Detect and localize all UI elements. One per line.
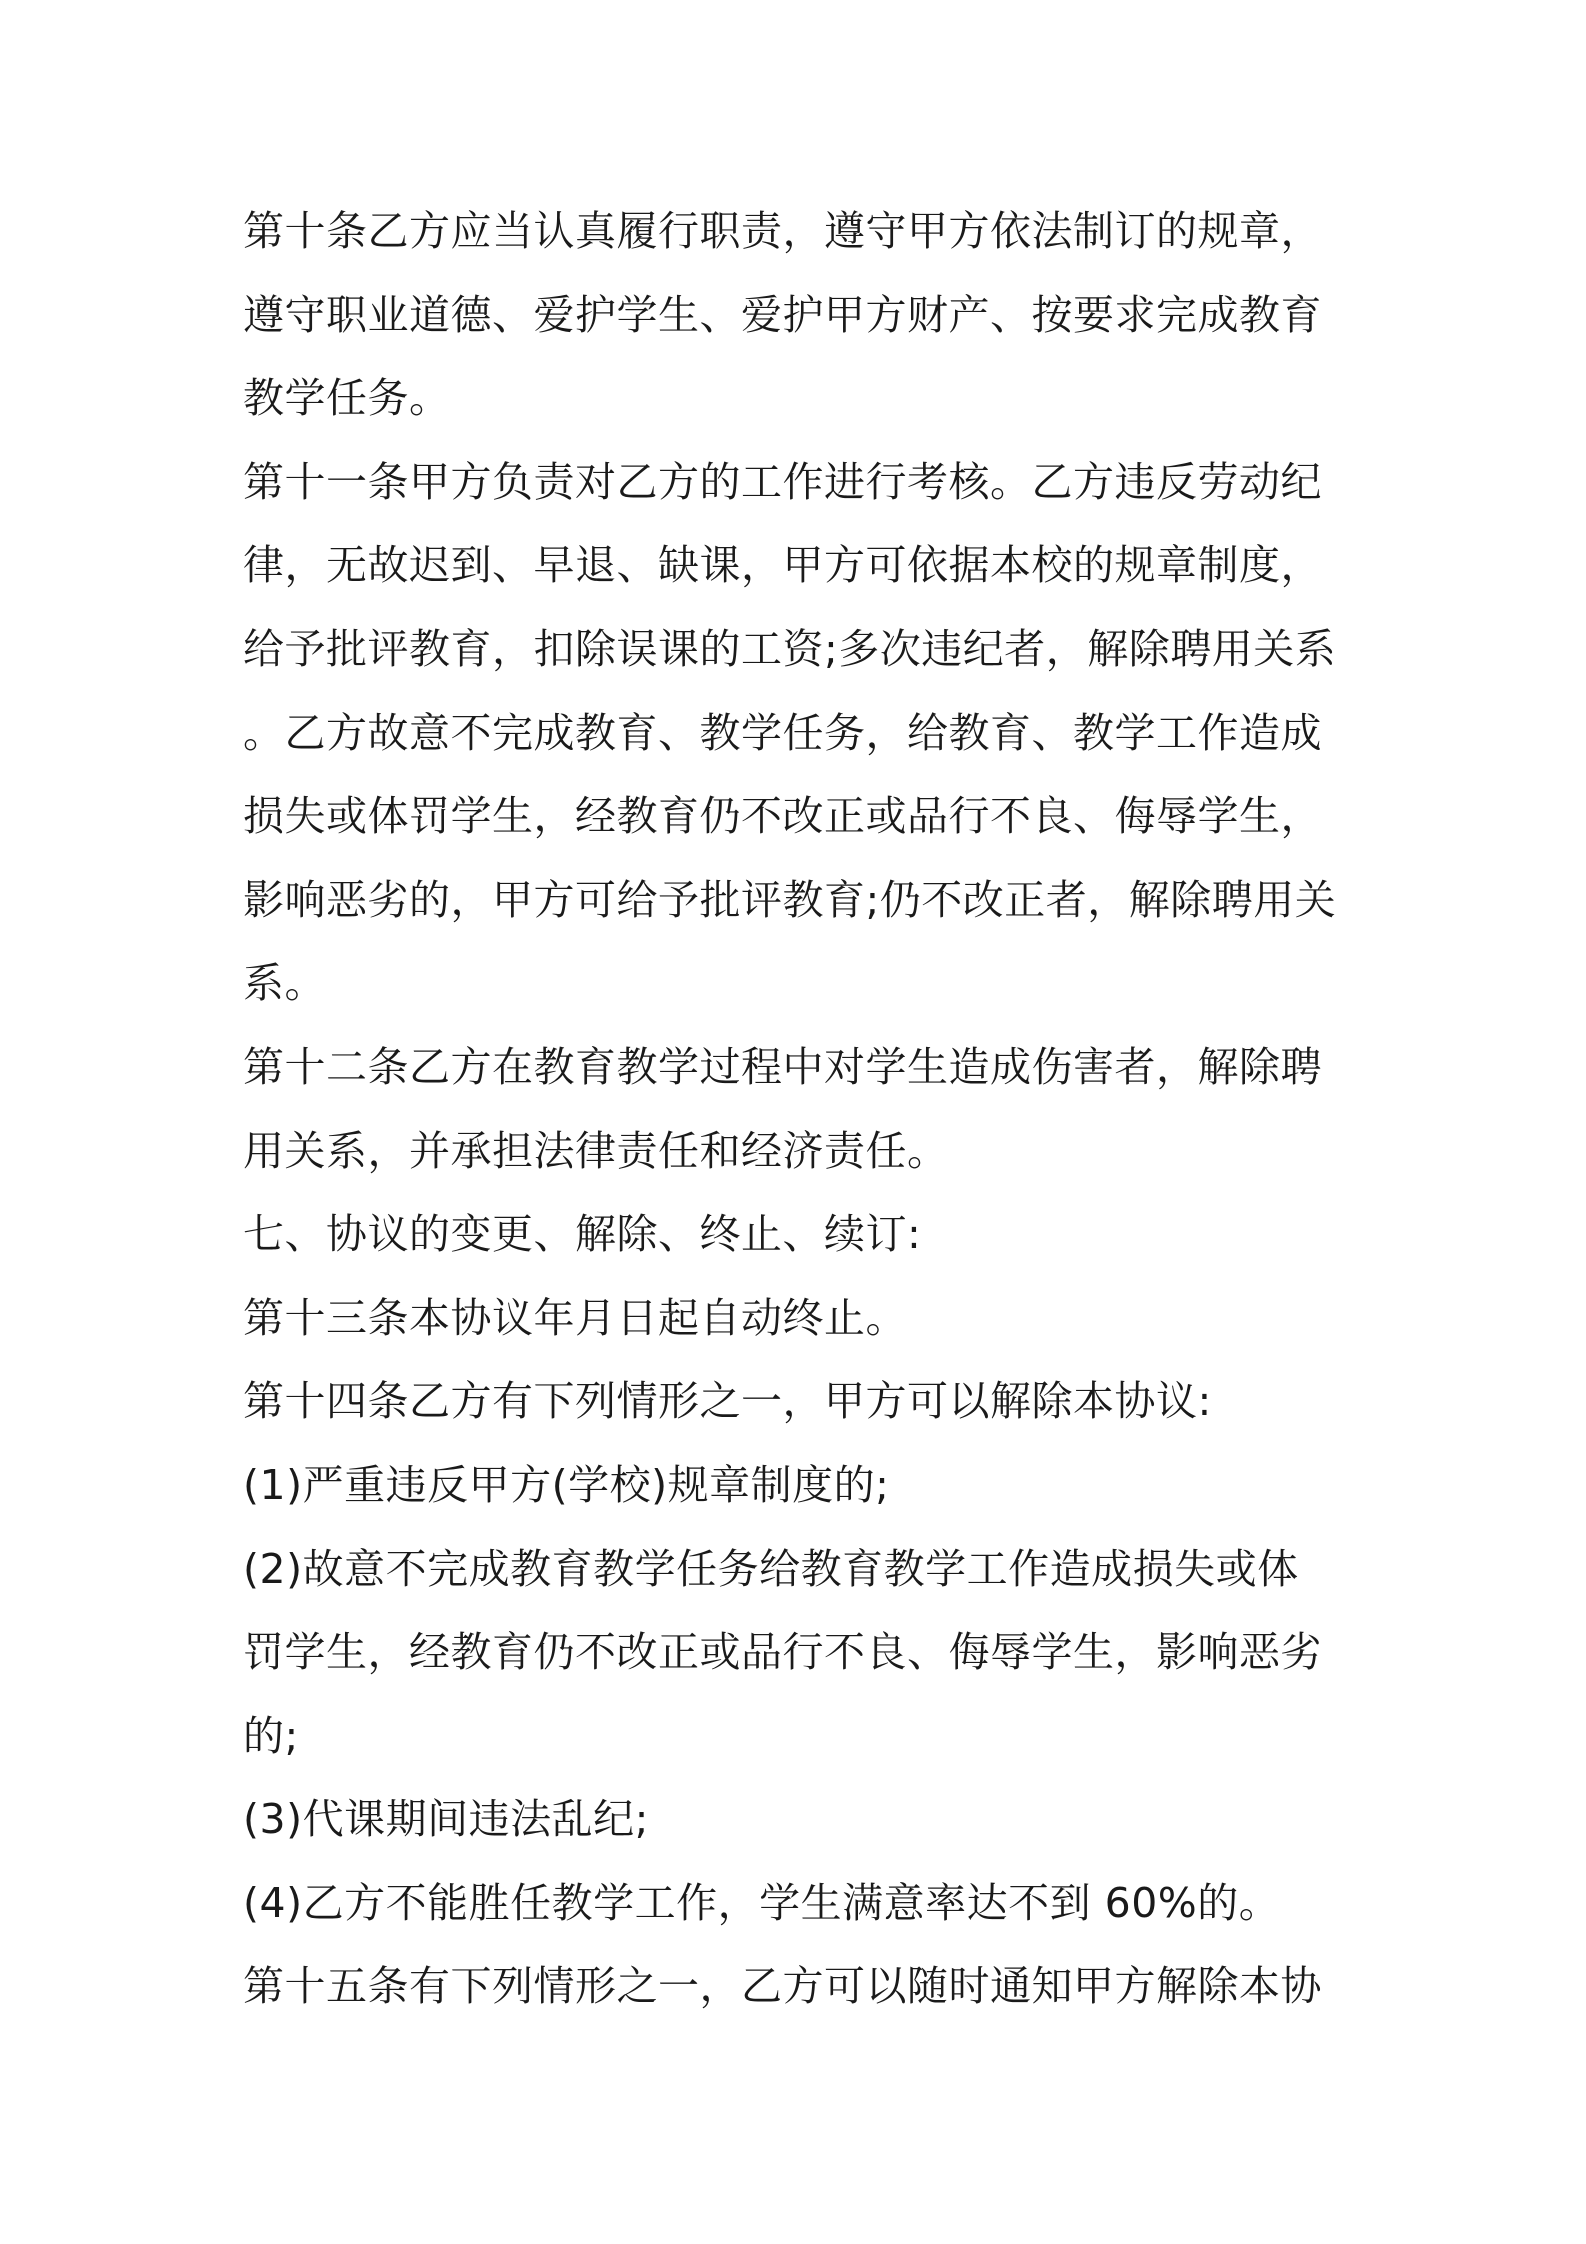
document-body [243, 190, 1358, 2029]
text-line: 系。 [243, 959, 326, 1008]
text-line: 遵守职业道德、爱护学生、爱护甲方财产、按要求完成教育 [243, 290, 1322, 339]
text-line: 用关系，并承担法律责任和经济责任。 [243, 1126, 949, 1175]
text-line: 第十二条乙方在教育教学过程中对学生造成伤害者，解除聘 [243, 1042, 1322, 1091]
text-line: 第十五条有下列情形之一，乙方可以随时通知甲方解除本协 [243, 1962, 1322, 2011]
text-line: 第十条乙方应当认真履行职责，遵守甲方依法制订的规章， [243, 207, 1322, 255]
text-line: (2)故意不完成教育教学任务给教育教学工作造成损失或体 [243, 1544, 1299, 1593]
text-line: 第十一条甲方负责对乙方的工作进行考核。乙方违反劳动纪 [243, 457, 1322, 506]
text-line: 损失或体罚学生，经教育仍不改正或品行不良、侮辱学生， [243, 792, 1322, 841]
text-line: 第十三条本协议年月日起自动终止。 [243, 1293, 907, 1342]
text-line: 教学任务。 [243, 374, 451, 423]
text-line: 的; [243, 1711, 299, 1760]
text-line: 给予批评教育，扣除误课的工资;多次违纪者，解除聘用关系 [243, 624, 1337, 673]
text-line: (1)严重违反甲方(学校)规章制度的; [243, 1460, 890, 1509]
text-line: 罚学生，经教育仍不改正或品行不良、侮辱学生，影响恶劣 [243, 1628, 1322, 1677]
text-line: 律，无故迟到、早退、缺课，甲方可依据本校的规章制度， [243, 541, 1322, 590]
text-line: 。乙方故意不完成教育、教学任务，给教育、教学工作造成 [243, 708, 1322, 757]
text-line: 七、协议的变更、解除、终止、续订: [243, 1210, 922, 1259]
text-line: 第十四条乙方有下列情形之一，甲方可以解除本协议: [243, 1377, 1212, 1426]
text-line: 影响恶劣的，甲方可给予批评教育;仍不改正者，解除聘用关 [243, 875, 1337, 924]
text-line: (3)代课期间违法乱纪; [243, 1795, 649, 1844]
text-line: (4)乙方不能胜任教学工作，学生满意率达不到 60%的。 [243, 1878, 1281, 1927]
